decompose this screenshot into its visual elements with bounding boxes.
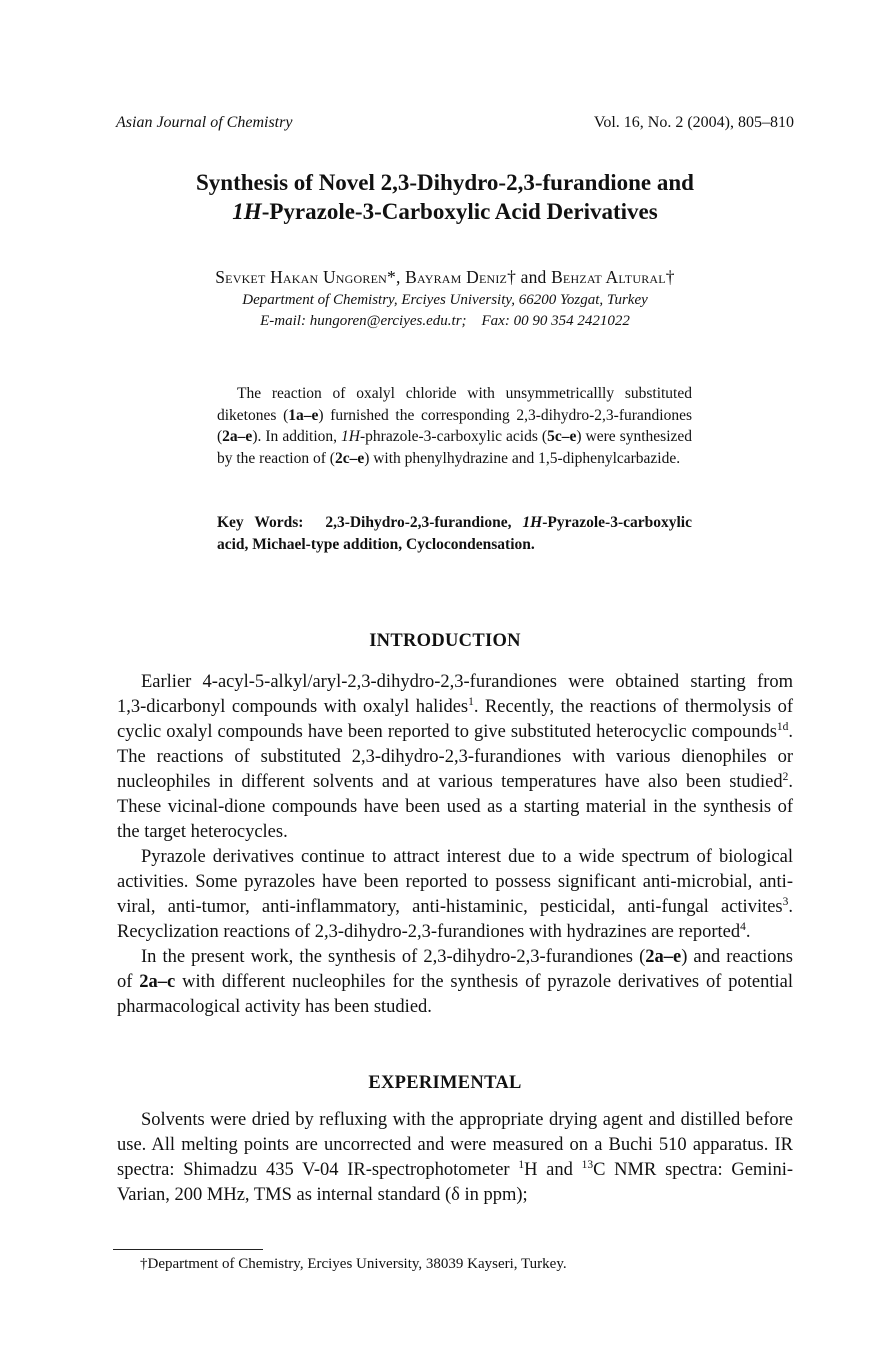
citation: 2: [782, 770, 789, 783]
body-text: In the present work, the synthesis of 2,3-dihydro-2,3-furandiones (: [141, 947, 646, 967]
abstract-text: ). In addition,: [252, 428, 342, 445]
body-text: C NMR spectra: Gemini-Varian, 200 MHz, TMS as internal standard (δ in ppm);: [117, 1160, 793, 1205]
author-2: Bayram Deniz†: [405, 267, 517, 287]
title-line-2: [110, 197, 780, 226]
paragraph: [117, 945, 793, 1020]
contact-line: E-mail: hungoren@erciyes.edu.tr; Fax: 00 90 354 2421022: [260, 313, 630, 329]
keywords: [217, 512, 692, 555]
abstract-text: -phrazole-3-carboxylic acids (: [360, 428, 548, 445]
abstract-text: ) furnished the corresponding 2,3-dihydro-2,3-furandiones (: [217, 406, 692, 445]
abstract-text: ) were synthesized by the reaction of (: [217, 428, 693, 467]
paragraph: [117, 670, 793, 845]
journal-name: Asian Journal of Chemistry: [116, 114, 293, 131]
compound-ref: 2c–e: [334, 449, 365, 467]
abstract-text: ) with phenylhydrazine and 1,5-diphenylcarbazide.: [364, 449, 681, 467]
experimental-heading: EXPERIMENTAL: [368, 1073, 522, 1093]
affiliation: [110, 290, 780, 332]
body-text: . Recyclization reactions of 2,3-dihydro-2,3-furandiones with hydrazines are reported: [117, 897, 793, 942]
author-1: Sevket Hakan Ungoren*: [215, 267, 396, 287]
introduction-heading: INTRODUCTION: [369, 631, 521, 651]
paragraph: [117, 1108, 793, 1208]
compound-ref: 5c–e: [547, 428, 577, 445]
italic-term: 1H: [341, 428, 360, 445]
body-text: Pyrazole derivatives continue to attract interest due to a wide spectrum of biological activities. Some pyrazoles have been reported to possess significant anti-microbial, anti-viral, anti-tumor, anti-inflammatory, anti-histaminic, pesticidal, anti-fungal activites: [117, 847, 793, 917]
body-text: . Recently, the reactions of thermolysis of cyclic oxalyl compounds have been reported to give substituted heterocyclic compounds: [117, 697, 794, 742]
citation: 3: [782, 895, 789, 908]
citation: 1d: [776, 720, 789, 733]
compound-ref: 2a–e: [222, 428, 253, 445]
superscript: 1: [518, 1158, 525, 1171]
author-list: [90, 266, 800, 288]
introduction-body: [117, 670, 793, 1020]
volume-info: Vol. 16, No. 2 (2004), 805–810: [593, 114, 794, 131]
compound-ref: 2a–c: [139, 972, 176, 992]
paper-title: [110, 168, 780, 226]
author-separator: ,: [395, 267, 406, 287]
footnote: †Department of Chemistry, Erciyes University, 38039 Kayseri, Turkey.: [140, 1256, 567, 1272]
body-text: Solvents were dried by refluxing with the appropriate drying agent and distilled before use. All melting points are uncorrected and were measured on a Buchi 510 apparatus. IR spectra: Shimadzu 435 V-04 IR-spectrophotometer: [117, 1110, 793, 1180]
abstract: [217, 383, 692, 469]
body-text: .: [745, 922, 751, 942]
body-text: . The reactions of substituted 2,3-dihydro-2,3-furandiones with various dienophiles or nucleophiles in different solvents and at various temperatures have also been studied: [117, 722, 793, 792]
body-text: ) and reactions of: [117, 947, 793, 992]
footnote-divider: [113, 1249, 263, 1250]
abstract-text: The reaction of oxalyl chloride with unsymmetricallly substituted diketones (: [217, 385, 692, 424]
experimental-body: [117, 1108, 793, 1208]
compound-ref: 2a–e: [645, 947, 682, 967]
author-separator: and: [516, 267, 552, 287]
italic-term: 1H: [522, 514, 543, 531]
body-text: with different nucleophiles for the synthesis of pyrazole derivatives of potential pharmacological activity has been studied.: [117, 972, 794, 1017]
department-line: Department of Chemistry, Erciyes University, 66200 Yozgat, Turkey: [242, 292, 648, 308]
citation: 1: [468, 695, 474, 708]
title-line-2-rest: -Pyrazole-3-Carboxylic Acid Derivatives: [261, 199, 658, 224]
keywords-text: 2,3-Dihydro-2,3-furandione,: [325, 514, 523, 531]
compound-ref: 1a–e: [288, 406, 319, 424]
title-line-1: Synthesis of Novel 2,3-Dihydro-2,3-furandione and: [196, 170, 694, 195]
body-text: Earlier 4-acyl-5-alkyl/aryl-2,3-dihydro-2,3-furandiones were obtained starting from 1,3-dicarbonyl compounds with oxalyl halides: [117, 672, 793, 717]
body-text: H and: [524, 1160, 582, 1180]
title-italic: 1H: [232, 199, 262, 224]
keywords-text: -Pyrazole-3-carboxylic acid, Michael-type addition, Cyclocondensation.: [217, 514, 692, 553]
superscript: 13: [581, 1158, 594, 1171]
keywords-label: Key Words:: [217, 514, 304, 531]
body-text: . These vicinal-dione compounds have been used as a starting material in the synthesis of the target heterocycles.: [117, 772, 793, 842]
paragraph: [117, 845, 793, 945]
citation: 4: [740, 920, 746, 933]
author-3: Behzat Altural†: [551, 267, 675, 287]
